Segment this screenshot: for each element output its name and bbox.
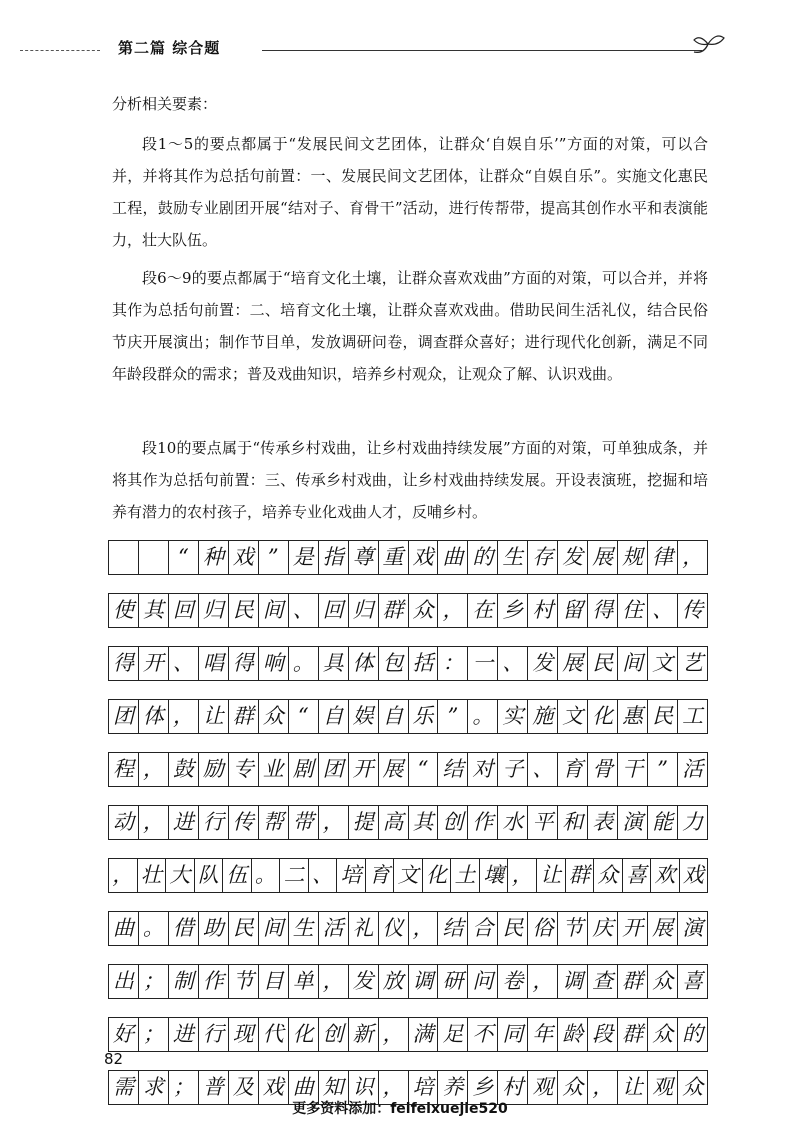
grid-cell: 助 (199, 912, 229, 945)
grid-cell: 归 (199, 594, 229, 627)
grid-cell: ， (379, 1071, 409, 1104)
grid-cell: ， (438, 594, 468, 627)
grid-cell: 代 (259, 1018, 289, 1051)
grid-cell: 指 (319, 541, 349, 574)
grid-row (108, 911, 708, 946)
grid-cell: 骨 (588, 753, 618, 786)
grid-cell: 剧 (289, 753, 319, 786)
header-dashed-rule (20, 50, 100, 51)
grid-cell: 、 (169, 647, 199, 680)
grid-cell: 的 (678, 1018, 708, 1051)
grid-cell: 演 (678, 912, 708, 945)
grid-cell: 养 (438, 1071, 468, 1104)
grid-cell: 、 (528, 753, 558, 786)
grid-cell: 施 (528, 700, 558, 733)
grid-cell: 。 (468, 700, 498, 733)
grid-cell: 。 (139, 912, 169, 945)
grid-cell: 培 (409, 1071, 439, 1104)
grid-cell: 开 (618, 912, 648, 945)
grid-cell: 好 (109, 1018, 139, 1051)
grid-cell: 足 (438, 1018, 468, 1051)
grid-cell: 帮 (259, 806, 289, 839)
grid-cell: 创 (438, 806, 468, 839)
grid-cell: 众 (558, 1071, 588, 1104)
grid-cell: 群 (229, 700, 259, 733)
grid-cell: 众 (409, 594, 439, 627)
grid-cell: 文 (394, 859, 423, 892)
grid-cell: 自 (379, 700, 409, 733)
grid-cell: 律 (648, 541, 678, 574)
grid-cell: 在 (468, 594, 498, 627)
grid-cell: 大 (166, 859, 195, 892)
grid-cell: 伍 (223, 859, 252, 892)
grid-cell: 化 (588, 700, 618, 733)
grid-cell: 结 (438, 912, 468, 945)
grid-cell: 高 (379, 806, 409, 839)
grid-cell: 进 (169, 806, 199, 839)
grid-cell: 目 (259, 965, 289, 998)
grid-cell: ” (648, 753, 678, 786)
grid-cell: ” (438, 700, 468, 733)
grid-cell: 结 (438, 753, 468, 786)
grid-cell: 对 (468, 753, 498, 786)
grid-cell: 队 (195, 859, 224, 892)
grid-cell: 曲 (289, 1071, 319, 1104)
grid-cell: 力 (678, 806, 708, 839)
grid-cell: 众 (648, 965, 678, 998)
grid-cell: 种 (199, 541, 229, 574)
grid-cell: 艺 (678, 647, 708, 680)
grid-cell: 住 (618, 594, 648, 627)
grid-cell: 欢 (651, 859, 680, 892)
grid-cell: 带 (289, 806, 319, 839)
grid-cell: ， (319, 806, 349, 839)
grid-cell: 戏 (409, 541, 439, 574)
grid-cell: 众 (259, 700, 289, 733)
grid-cell: ； (169, 1071, 199, 1104)
grid-cell: 具 (319, 647, 349, 680)
grid-cell: 戏 (680, 859, 709, 892)
grid-cell: “ (289, 700, 319, 733)
grid-cell: 能 (648, 806, 678, 839)
grid-cell: 其 (139, 594, 169, 627)
grid-cell: 卷 (498, 965, 528, 998)
grid-row (108, 1017, 708, 1052)
grid-cell: 村 (498, 1071, 528, 1104)
grid-cell: ， (588, 1071, 618, 1104)
grid-cell: 壮 (138, 859, 167, 892)
grid-cell: 育 (558, 753, 588, 786)
grid-cell: 创 (319, 1018, 349, 1051)
grid-cell: ， (409, 912, 439, 945)
grid-cell: 群 (618, 1018, 648, 1051)
grid-cell: 专 (229, 753, 259, 786)
grid-cell: ， (169, 700, 199, 733)
grid-cell: 群 (566, 859, 595, 892)
page-header (0, 30, 800, 70)
grid-cell: 体 (139, 700, 169, 733)
grid-cell: ， (508, 859, 537, 892)
grid-cell: 发 (558, 541, 588, 574)
grid-cell: 团 (109, 700, 139, 733)
grid-cell: 需 (109, 1071, 139, 1104)
grid-cell: ， (319, 965, 349, 998)
grid-cell: 回 (319, 594, 349, 627)
grid-cell: 子 (498, 753, 528, 786)
grid-cell: ” (259, 541, 289, 574)
grid-row (108, 964, 708, 999)
grid-cell (109, 541, 139, 574)
grid-cell: 间 (259, 912, 289, 945)
grid-cell: “ (409, 753, 439, 786)
grid-cell: 开 (349, 753, 379, 786)
grid-cell: ， (379, 1018, 409, 1051)
header-rule (262, 50, 702, 51)
page-number: 82 (104, 1050, 124, 1068)
grid-cell: 单 (289, 965, 319, 998)
grid-cell: 查 (588, 965, 618, 998)
grid-cell: 重 (379, 541, 409, 574)
grid-cell: 工 (678, 700, 708, 733)
grid-row (108, 593, 708, 628)
grid-cell: 娱 (349, 700, 379, 733)
grid-cell: 民 (648, 700, 678, 733)
grid-cell: 民 (229, 594, 259, 627)
grid-cell: 得 (229, 647, 259, 680)
grid-cell: ： (438, 647, 468, 680)
grid-cell: 归 (349, 594, 379, 627)
grid-cell: ， (528, 965, 558, 998)
grid-cell: 演 (618, 806, 648, 839)
grid-cell: 众 (648, 1018, 678, 1051)
grid-cell: 间 (618, 647, 648, 680)
grid-cell: 化 (423, 859, 452, 892)
grid-cell: 乡 (468, 1071, 498, 1104)
grid-cell: 群 (379, 594, 409, 627)
grid-cell: 团 (319, 753, 349, 786)
grid-cell: 让 (537, 859, 566, 892)
grid-cell: 放 (379, 965, 409, 998)
grid-cell: 求 (139, 1071, 169, 1104)
grid-cell: 。 (252, 859, 281, 892)
grid-cell: 干 (618, 753, 648, 786)
grid-cell: 年 (528, 1018, 558, 1051)
grid-cell: 活 (319, 912, 349, 945)
grid-cell: 众 (594, 859, 623, 892)
grid-cell: 传 (678, 594, 708, 627)
grid-cell: 庆 (588, 912, 618, 945)
grid-cell: 乐 (409, 700, 439, 733)
grid-cell: 仪 (379, 912, 409, 945)
grid-cell: 曲 (109, 912, 139, 945)
grid-cell: 、 (309, 859, 338, 892)
grid-cell: 平 (528, 806, 558, 839)
grid-cell: 育 (366, 859, 395, 892)
grid-cell: 业 (259, 753, 289, 786)
grid-cell: 惠 (618, 700, 648, 733)
grid-cell: ； (139, 1018, 169, 1051)
grid-cell: 包 (379, 647, 409, 680)
grid-cell: 二 (280, 859, 309, 892)
grid-cell: 实 (498, 700, 528, 733)
paragraph-1: 段1～5的要点都属于“发展民间文艺团体，让群众‘自娱自乐’”方面的对策，可以合并，并将其作为总括句前置：一、发展民间文艺团体，让群众“自娱自乐”。实施文化惠民工程，鼓励专业剧团开展“结对子、育骨干”活动，进行传帮带，提高其创作水平和表演能力，壮大队伍。 (112, 135, 708, 249)
grid-cell: 俗 (528, 912, 558, 945)
grid-cell: 励 (199, 753, 229, 786)
grid-cell: 曲 (438, 541, 468, 574)
grid-cell: 得 (109, 647, 139, 680)
grid-cell: 其 (409, 806, 439, 839)
grid-cell: 行 (199, 1018, 229, 1051)
paragraph-3: 段10的要点属于“传承乡村戏曲，让乡村戏曲持续发展”方面的对策，可单独成条，并将其作为总括句前置：三、传承乡村戏曲，让乡村戏曲持续发展。开设表演班，挖掘和培养有潜力的农村孩子，培养专业化戏曲人才，反哺乡村。 (112, 439, 708, 521)
grid-cell: 发 (528, 647, 558, 680)
grid-cell: 表 (588, 806, 618, 839)
grid-cell: 喜 (678, 965, 708, 998)
grid-cell: 知 (319, 1071, 349, 1104)
grid-cell: 现 (229, 1018, 259, 1051)
grid-cell: 生 (289, 912, 319, 945)
answer-grid (108, 540, 708, 1123)
grid-cell: 让 (199, 700, 229, 733)
grid-cell: 鼓 (169, 753, 199, 786)
grid-row (108, 805, 708, 840)
grid-cell: 展 (379, 753, 409, 786)
sprout-icon (690, 30, 726, 60)
grid-cell: 土 (451, 859, 480, 892)
grid-cell: ， (139, 806, 169, 839)
grid-cell: 作 (468, 806, 498, 839)
grid-cell: 尊 (349, 541, 379, 574)
grid-cell: 进 (169, 1018, 199, 1051)
grid-cell: 民 (229, 912, 259, 945)
grid-cell: 、 (498, 647, 528, 680)
grid-cell: 村 (528, 594, 558, 627)
grid-cell: 体 (349, 647, 379, 680)
grid-cell: 众 (678, 1071, 708, 1104)
grid-cell: 节 (558, 912, 588, 945)
grid-cell: ， (109, 859, 138, 892)
grid-cell: 展 (588, 541, 618, 574)
grid-cell: 一 (468, 647, 498, 680)
grid-cell: 民 (588, 647, 618, 680)
grid-cell: 程 (109, 753, 139, 786)
grid-cell: 文 (648, 647, 678, 680)
grid-cell (139, 541, 169, 574)
grid-cell: 响 (259, 647, 289, 680)
grid-row (108, 752, 708, 787)
analysis-heading: 分析相关要素： (112, 95, 218, 113)
grid-cell: 生 (498, 541, 528, 574)
grid-cell: 问 (468, 965, 498, 998)
grid-cell: 喜 (623, 859, 652, 892)
grid-cell: 出 (109, 965, 139, 998)
grid-cell: 壤 (480, 859, 509, 892)
footer-note: 更多资料添加：feifeixuejie520 (292, 1101, 508, 1117)
grid-cell: 不 (468, 1018, 498, 1051)
grid-cell: 同 (498, 1018, 528, 1051)
grid-cell: 水 (498, 806, 528, 839)
grid-cell: 唱 (199, 647, 229, 680)
grid-cell: 、 (648, 594, 678, 627)
grid-row (108, 646, 708, 681)
grid-cell: 戏 (229, 541, 259, 574)
grid-cell: 自 (319, 700, 349, 733)
grid-cell: 规 (618, 541, 648, 574)
grid-cell: 民 (498, 912, 528, 945)
grid-cell: 调 (558, 965, 588, 998)
grid-cell: 作 (199, 965, 229, 998)
grid-cell: 提 (349, 806, 379, 839)
grid-cell: 括 (409, 647, 439, 680)
grid-cell: ， (678, 541, 708, 574)
paragraph-2: 段6～9的要点都属于“培育文化土壤，让群众喜欢戏曲”方面的对策，可以合并，并将其作为总括句前置：二、培育文化土壤，让群众喜欢戏曲。借助民间生活礼仪，结合民俗节庆开展演出；制作节目单，发放调研问卷，调查群众喜好；进行现代化创新，满足不同年龄段群众的需求；普及戏曲知识，培养乡村观众，让观众了解、认识戏曲。 (112, 269, 708, 383)
grid-cell: 发 (349, 965, 379, 998)
section-title: 第二篇 综合题 (118, 39, 221, 57)
grid-cell: 普 (199, 1071, 229, 1104)
grid-cell: 开 (139, 647, 169, 680)
grid-cell: 合 (468, 912, 498, 945)
grid-cell: 礼 (349, 912, 379, 945)
grid-cell: ， (139, 753, 169, 786)
grid-cell: 传 (229, 806, 259, 839)
grid-cell: 段 (588, 1018, 618, 1051)
grid-cell: 化 (289, 1018, 319, 1051)
grid-cell: 制 (169, 965, 199, 998)
grid-cell: 留 (558, 594, 588, 627)
grid-cell: 培 (337, 859, 366, 892)
grid-cell: 。 (289, 647, 319, 680)
grid-cell: 识 (349, 1071, 379, 1104)
grid-cell: 新 (349, 1018, 379, 1051)
grid-cell: 得 (588, 594, 618, 627)
grid-cell: 戏 (259, 1071, 289, 1104)
grid-cell: 的 (468, 541, 498, 574)
grid-row (108, 858, 708, 893)
grid-cell: 展 (648, 912, 678, 945)
grid-cell: 观 (528, 1071, 558, 1104)
grid-cell: 调 (409, 965, 439, 998)
grid-row (108, 699, 708, 734)
grid-cell: 是 (289, 541, 319, 574)
grid-cell: 群 (618, 965, 648, 998)
grid-cell: 展 (558, 647, 588, 680)
grid-cell: 研 (438, 965, 468, 998)
grid-cell: 间 (259, 594, 289, 627)
grid-cell: 龄 (558, 1018, 588, 1051)
grid-cell: ； (139, 965, 169, 998)
grid-cell: 文 (558, 700, 588, 733)
grid-cell: 、 (289, 594, 319, 627)
grid-cell: 使 (109, 594, 139, 627)
grid-cell: 动 (109, 806, 139, 839)
grid-cell: 活 (678, 753, 708, 786)
grid-cell: 存 (528, 541, 558, 574)
grid-cell: 借 (169, 912, 199, 945)
grid-cell: 行 (199, 806, 229, 839)
grid-cell: “ (169, 541, 199, 574)
grid-cell: 乡 (498, 594, 528, 627)
grid-cell: 及 (229, 1071, 259, 1104)
grid-cell: 节 (229, 965, 259, 998)
grid-cell: 让 (618, 1071, 648, 1104)
grid-cell: 和 (558, 806, 588, 839)
grid-cell: 观 (648, 1071, 678, 1104)
grid-cell: 满 (409, 1018, 439, 1051)
grid-row (108, 540, 708, 575)
grid-cell: 回 (169, 594, 199, 627)
